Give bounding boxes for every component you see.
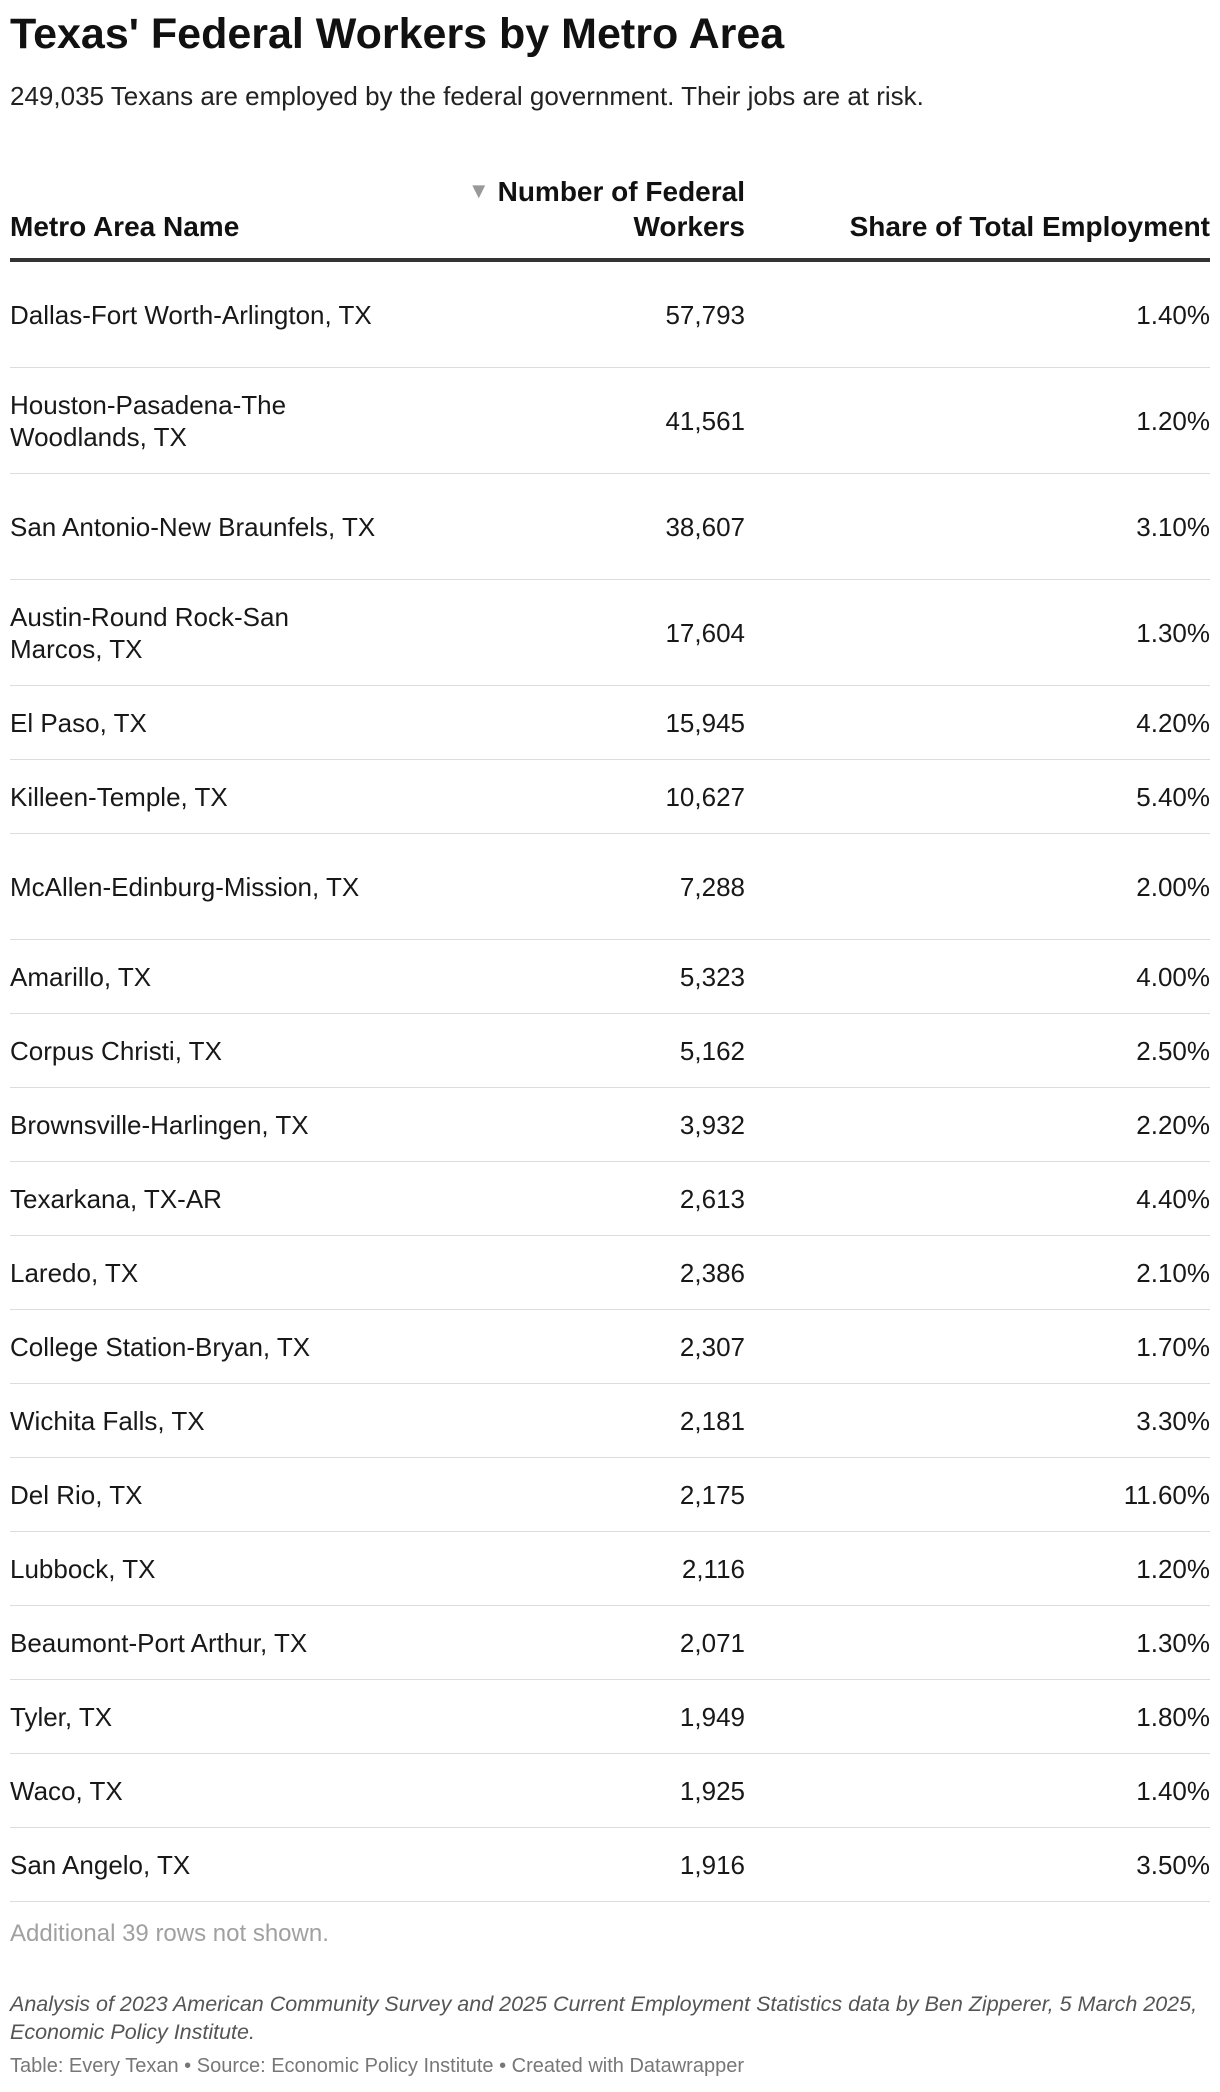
cell-share: 1.20%: [1136, 405, 1210, 436]
cell-share: 2.20%: [1136, 1109, 1210, 1140]
cell-share: 1.30%: [1136, 617, 1210, 648]
cell-share: 1.80%: [1136, 1701, 1210, 1732]
cell-metro-area: Lubbock, TX: [10, 1553, 156, 1584]
cell-metro-area: Brownsville-Harlingen, TX: [10, 1109, 309, 1140]
cell-federal-workers: 2,071: [679, 1627, 745, 1658]
cell-federal-workers: 17,604: [665, 617, 745, 648]
cell-federal-workers: 1,916: [679, 1849, 745, 1880]
cell-federal-workers: 38,607: [665, 511, 745, 542]
cell-federal-workers: 2,116: [681, 1553, 745, 1584]
cell-share: 11.60%: [1123, 1479, 1210, 1510]
cell-share: 2.50%: [1136, 1035, 1210, 1066]
table-row: [10, 1384, 1210, 1458]
cell-metro-area: San Antonio-New Braunfels, TX: [10, 511, 376, 542]
cell-metro-area: Tyler, TX: [10, 1701, 113, 1732]
cell-share: 2.10%: [1136, 1257, 1210, 1288]
cell-metro-area: Texarkana, TX-AR: [10, 1183, 222, 1214]
column-header-federal-workers-line2: Workers: [633, 211, 745, 242]
cell-federal-workers: 5,162: [679, 1035, 745, 1066]
table-row: [10, 1828, 1210, 1902]
footer-credits: Table: Every Texan • Source: Economic Policy Institute • Created with Datawrapper: [10, 2055, 744, 2077]
cell-federal-workers: 2,613: [679, 1183, 745, 1214]
table-row: [10, 1680, 1210, 1754]
cell-federal-workers: 15,945: [665, 707, 745, 738]
table-row: [10, 1458, 1210, 1532]
cell-metro-area: Waco, TX: [10, 1775, 123, 1806]
column-header-federal-workers[interactable]: [385, 173, 745, 244]
cell-federal-workers: 3,932: [679, 1109, 745, 1140]
table-header: [10, 160, 1210, 262]
cell-share: 1.20%: [1136, 1553, 1210, 1584]
cell-share: 1.70%: [1136, 1331, 1210, 1362]
cell-metro-area: Beaumont-Port Arthur, TX: [10, 1627, 308, 1658]
cell-metro-area: Wichita Falls, TX: [10, 1405, 205, 1436]
cell-federal-workers: 41,561: [665, 405, 745, 436]
table-row: [10, 1754, 1210, 1828]
cell-metro-area: Dallas-Fort Worth-Arlington, TX: [10, 299, 372, 330]
notes: Analysis of 2023 American Community Survey and 2025 Current Employment Statistics data by Ben Zipperer, 5 March 2025, Economic Policy Institute.: [10, 1992, 1198, 2044]
sort-descending-icon: ▼: [467, 178, 490, 203]
page-title: Texas' Federal Workers by Metro Area: [10, 10, 785, 58]
cell-metro-area: San Angelo, TX: [10, 1849, 191, 1880]
cell-metro-area: Amarillo, TX: [10, 961, 152, 992]
cell-share: 3.50%: [1136, 1849, 1210, 1880]
table-row: [10, 1606, 1210, 1680]
cell-share: 1.40%: [1136, 1775, 1210, 1806]
cell-share: 4.20%: [1136, 707, 1210, 738]
table-row: [10, 368, 1210, 474]
cell-metro-area: Corpus Christi, TX: [10, 1035, 222, 1066]
cell-federal-workers: 2,307: [679, 1331, 745, 1362]
cell-share: 4.00%: [1136, 961, 1210, 992]
table-row: [10, 474, 1210, 580]
cell-metro-area: Laredo, TX: [10, 1257, 139, 1288]
column-header-share[interactable]: Share of Total Employment: [849, 211, 1210, 242]
table-row: [10, 940, 1210, 1014]
table-row: [10, 262, 1210, 368]
cell-share: 3.10%: [1136, 511, 1210, 542]
column-header-federal-workers-line1: Number of Federal: [497, 176, 745, 207]
cell-federal-workers: 1,925: [679, 1775, 745, 1806]
cell-metro-area: Killeen-Temple, TX: [10, 781, 228, 812]
cell-share: 1.40%: [1136, 299, 1210, 330]
table-row: [10, 1236, 1210, 1310]
table-row: [10, 1532, 1210, 1606]
table-row: [10, 1162, 1210, 1236]
cell-federal-workers: 10,627: [665, 781, 745, 812]
cell-metro-area: El Paso, TX: [10, 707, 147, 738]
cell-share: 3.30%: [1136, 1405, 1210, 1436]
table-row: [10, 580, 1210, 686]
more-rows-note: Additional 39 rows not shown.: [10, 1920, 329, 1947]
cell-share: 1.30%: [1136, 1627, 1210, 1658]
cell-metro-area: Del Rio, TX: [10, 1479, 143, 1510]
cell-federal-workers: 2,386: [679, 1257, 745, 1288]
cell-share: 2.00%: [1136, 871, 1210, 902]
cell-metro-area: Austin-Round Rock-San Marcos, TX: [10, 601, 289, 664]
cell-share: 4.40%: [1136, 1183, 1210, 1214]
cell-federal-workers: 1,949: [679, 1701, 745, 1732]
table-row: [10, 834, 1210, 940]
cell-metro-area: McAllen-Edinburg-Mission, TX: [10, 871, 360, 902]
cell-metro-area: College Station-Bryan, TX: [10, 1331, 311, 1362]
table-row: [10, 1014, 1210, 1088]
table-body: [10, 262, 1210, 1902]
cell-federal-workers: 57,793: [665, 299, 745, 330]
table-row: [10, 1310, 1210, 1384]
cell-federal-workers: 7,288: [679, 871, 745, 902]
cell-metro-area: Houston-Pasadena-The Woodlands, TX: [10, 389, 287, 452]
table-row: [10, 686, 1210, 760]
cell-federal-workers: 5,323: [679, 961, 745, 992]
page-subtitle: 249,035 Texans are employed by the federal government. Their jobs are at risk.: [10, 81, 924, 111]
cell-federal-workers: 2,175: [679, 1479, 745, 1510]
cell-federal-workers: 2,181: [679, 1405, 745, 1436]
cell-share: 5.40%: [1136, 781, 1210, 812]
data-table: [10, 160, 1210, 1902]
table-row: [10, 1088, 1210, 1162]
table-row: [10, 760, 1210, 834]
column-header-metro-area[interactable]: Metro Area Name: [10, 211, 240, 242]
